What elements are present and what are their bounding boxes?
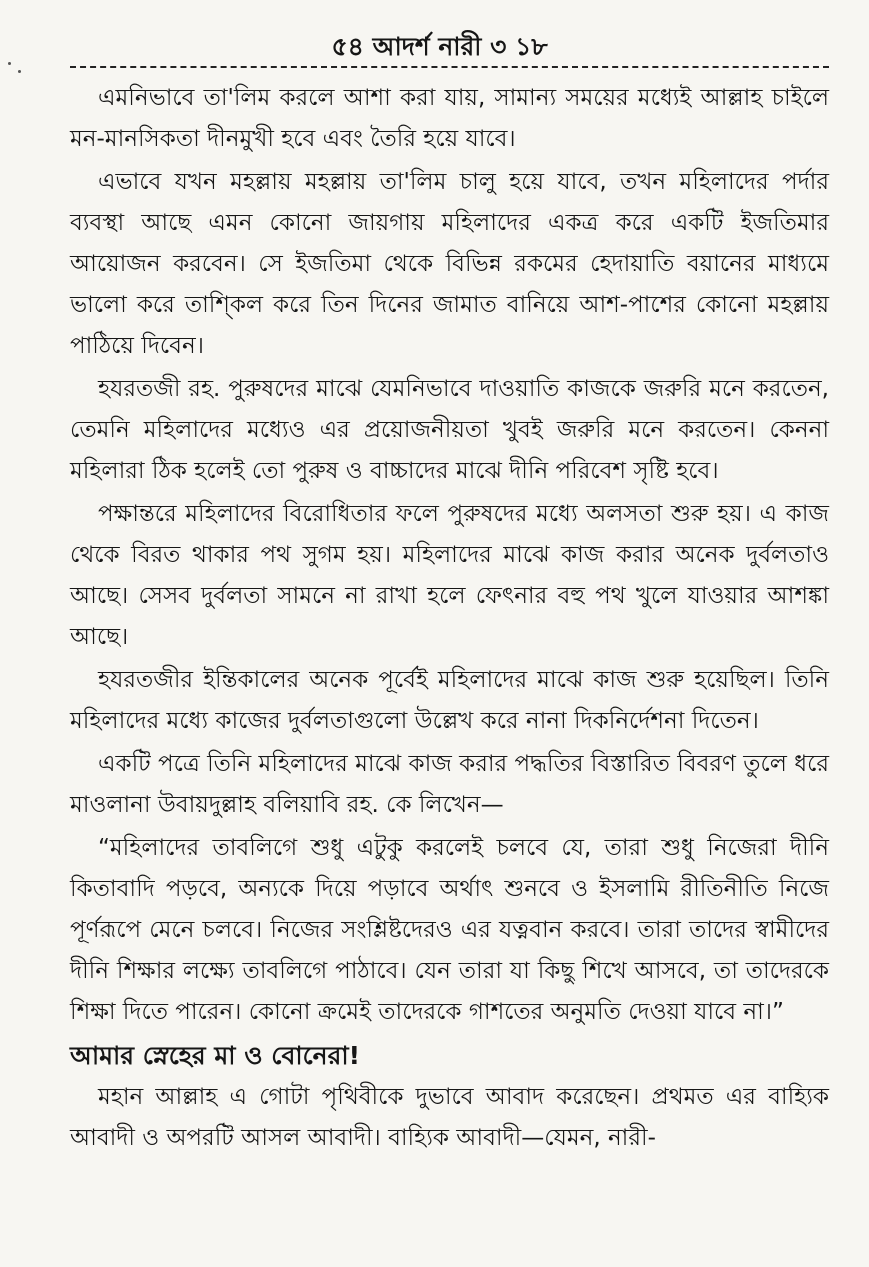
paragraph-3: হযরতজী রহ. পুরুষদের মাঝে যেমনিভাবে দাওয়াতি কাজকে জরুরি মনে করতেন, তেমনি মহিলাদের মধ্যেও এর প্রয়োজনীয়তা খুবই জরুরি মনে করতেন। কেননা মহিলারা ঠিক হলেই তো পুরুষ ও বাচ্চাদের মাঝে দীনি পরিবেশ সৃষ্টি হবে। [70,376,829,484]
paragraph-2: এভাবে যখন মহল্লায় মহল্লায় তা'লিম চালু হয়ে যাবে, তখন মহিলাদের পর্দার ব্যবস্থা আছে এমন কোনো জায়গায় মহিলাদের একত্র করে একটি ইজতিমার আয়োজন করবেন। সে ইজতিমা থেকে বিভিন্ন রকমের হেদায়াতি বয়ানের মাধ্যমে ভালো করে তাশ্কিল করে তিন দিনের জামাত বানিয়ে আশ-পাশের কোনো মহল্লায় পাঠিয়ে দিবেন। [70,169,829,359]
paragraph-6: একটি পত্রে তিনি মহিলাদের মাঝে কাজ করার পদ্ধতির বিস্তারিত বিবরণ তুলে ধরে মাওলানা উবায়দুল্লাহ বলিয়াবি রহ. কে লিখেন— [70,751,829,818]
scan-speck [18,70,21,73]
quote-paragraph: “মহিলাদের তাবলিগে শুধু এটুকু করলেই চলবে যে, তারা শুধু নিজেরা দীনি কিতাবাদি পড়বে, অন্যকে দিয়ে পড়াবে অর্থাৎ শুনবে ও ইসলামি রীতিনীতি নিজে পূর্ণরূপে মেনে চলবে। নিজের সংশ্লিষ্টদেরও এর যত্নবান করবে। তারা তাদের স্বামীদের দীনি শিক্ষার লক্ষ্যে তাবলিগে পাঠাবে। যেন তারা যা কিছু শিখে আসবে, তা তাদেরকে শিক্ষা দিতে পারেন। কোনো ক্রমেই তাদেরকে গাশতের অনুমতি দেওয়া যাবে না।” [70,835,829,1025]
scan-speck [8,62,11,65]
page-header: ৫৪ আদর্শ নারী ৩ ১৮ [331,32,548,61]
paragraph-5: হযরতজীর ইন্তিকালের অনেক পূর্বেই মহিলাদের মাঝে কাজ শুরু হয়েছিল। তিনি মহিলাদের মধ্যে কাজের দুর্বলতাগুলো উল্লেখ করে নানা দিকনির্দেশনা দিতেন। [70,667,829,734]
section-heading: আমার স্নেহের মা ও বোনেরা! [70,1041,360,1070]
paragraph-1: এমনিভাবে তা'লিম করলে আশা করা যায়, সামান্য সময়ের মধ্যেই আল্লাহ চাইলে মন-মানসিকতা দীনমুখী হবে এবং তৈরি হয়ে যাবে। [70,85,829,152]
final-paragraph: মহান আল্লাহ এ গোটা পৃথিবীকে দুভাবে আবাদ করেছেন। প্রথমত এর বাহ্যিক আবাদী ও অপরটি আসল আবাদী। বাহ্যিক আবাদী—যেমন, নারী- [70,1084,829,1151]
header-divider [70,66,829,68]
paragraph-4: পক্ষান্তরে মহিলাদের বিরোধিতার ফলে পুরুষদের মধ্যে অলসতা শুরু হয়। এ কাজ থেকে বিরত থাকার পথ সুগম হয়। মহিলাদের মাঝে কাজ করার অনেক দুর্বলতাও আছে। সেসব দুর্বলতা সামনে না রাখা হলে ফেৎনার বহু পথ খুলে যাওয়ার আশঙ্কা আছে। [70,501,829,650]
